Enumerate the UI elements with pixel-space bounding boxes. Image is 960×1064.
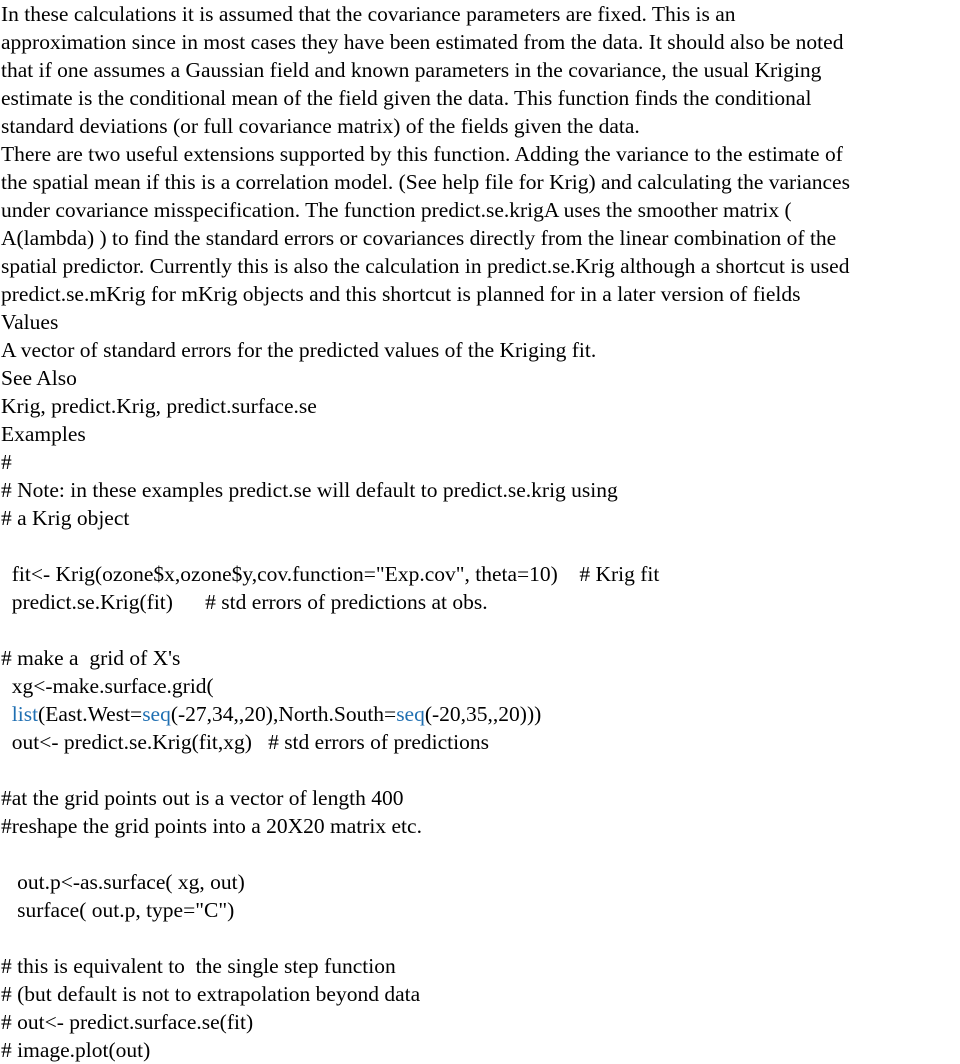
code-line-surface: surface( out.p, type="C") <box>1 898 235 922</box>
blank-line <box>1 756 960 784</box>
description-line: A(lambda) ) to find the standard errors or covariances directly from the linear combination of the <box>1 226 837 250</box>
description-paragraph <box>1 0 960 308</box>
see-also-heading: See Also <box>1 366 77 390</box>
code-comment: #reshape the grid points into a 20X20 matrix etc. <box>1 814 422 838</box>
code-fragment: (East.West= <box>38 702 143 726</box>
code-comment: # image.plot(out) <box>1 1038 151 1062</box>
code-comment: # out<- predict.surface.se(fit) <box>1 1010 254 1034</box>
values-heading: Values <box>1 310 59 334</box>
description-line: spatial predictor. Currently this is also the calculation in predict.se.Krig although a shortcut is used <box>1 254 850 278</box>
code-comment: # (but default is not to extrapolation beyond data <box>1 982 421 1006</box>
code-comment: # <box>1 450 12 474</box>
code-comment: # Note: in these examples predict.se will default to predict.se.krig using <box>1 478 618 502</box>
code-line-out: out<- predict.se.Krig(fit,xg) # std errors of predictions <box>1 730 489 754</box>
code-comment: # make a grid of X's <box>1 646 181 670</box>
blank-line <box>1 532 960 560</box>
code-line-xg: xg<-make.surface.grid( <box>1 674 214 698</box>
blank-line <box>1 616 960 644</box>
keyword-seq: seq <box>396 702 425 726</box>
code-line-outp: out.p<-as.surface( xg, out) <box>1 870 245 894</box>
description-line: There are two useful extensions supported by this function. Adding the variance to the estimate of <box>1 142 843 166</box>
see-also-section <box>1 364 960 420</box>
examples-section <box>1 420 960 1064</box>
see-also-text: Krig, predict.Krig, predict.surface.se <box>1 394 317 418</box>
code-fragment: (-20,35,,20))) <box>424 702 542 726</box>
code-indent <box>1 702 12 726</box>
description-line: that if one assumes a Gaussian field and known parameters in the covariance, the usual Kriging <box>1 58 822 82</box>
blank-line <box>1 924 960 952</box>
values-section <box>1 308 960 364</box>
values-text: A vector of standard errors for the predicted values of the Kriging fit. <box>1 338 597 362</box>
code-comment: #at the grid points out is a vector of length 400 <box>1 786 404 810</box>
description-line: under covariance misspecification. The function predict.se.krigA uses the smoother matrix ( <box>1 198 792 222</box>
description-line: predict.se.mKrig for mKrig objects and this shortcut is planned for in a later version of fields <box>1 282 801 306</box>
keyword-seq: seq <box>142 702 171 726</box>
description-line: In these calculations it is assumed that the covariance parameters are fixed. This is an <box>1 2 736 26</box>
code-line-list <box>1 700 960 728</box>
description-line: standard deviations (or full covariance matrix) of the fields given the data. <box>1 114 640 138</box>
keyword-list: list <box>11 702 39 726</box>
code-comment: # this is equivalent to the single step function <box>1 954 396 978</box>
code-comment: # a Krig object <box>1 506 130 530</box>
examples-heading: Examples <box>1 422 86 446</box>
blank-line <box>1 840 960 868</box>
description-line: the spatial mean if this is a correlation model. (See help file for Krig) and calculating the variances <box>1 170 850 194</box>
code-line-fit: fit<- Krig(ozone$x,ozone$y,cov.function="Exp.cov", theta=10) # Krig fit <box>1 562 660 586</box>
code-line-predict-se: predict.se.Krig(fit) # std errors of predictions at obs. <box>1 590 488 614</box>
code-fragment: (-27,34,,20),North.South= <box>170 702 397 726</box>
description-line: approximation since in most cases they have been estimated from the data. It should also be noted <box>1 30 844 54</box>
description-line: estimate is the conditional mean of the field given the data. This function finds the conditional <box>1 86 812 110</box>
